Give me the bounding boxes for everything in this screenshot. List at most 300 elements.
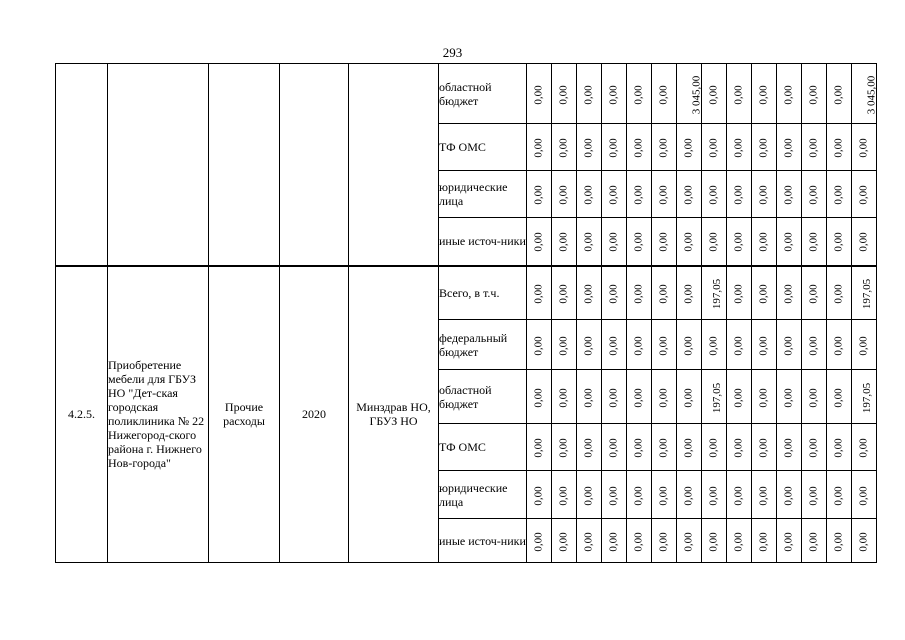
value-cell <box>602 519 627 563</box>
empty-cell <box>56 64 108 266</box>
value-cell <box>577 519 602 563</box>
value-text: 0,00 <box>758 485 770 506</box>
value-text: 0,00 <box>633 84 645 105</box>
value-text: 0,00 <box>633 335 645 356</box>
value-text: 0,00 <box>583 284 595 304</box>
value-cell <box>777 266 802 320</box>
year: 2020 <box>280 266 349 563</box>
funding-source: областной бюджет <box>439 370 527 424</box>
value-text: 0,00 <box>733 284 745 304</box>
value-cell <box>777 424 802 471</box>
value-cell <box>652 320 677 370</box>
value-cell <box>752 64 777 124</box>
value-cell <box>727 519 752 563</box>
value-cell <box>552 64 577 124</box>
value-text: 0,00 <box>558 232 570 252</box>
value-text: 0,00 <box>733 84 745 105</box>
value-cell <box>727 266 752 320</box>
value-cell <box>802 64 827 124</box>
value-cell <box>727 471 752 519</box>
funding-source: иные источ-ники <box>439 519 527 563</box>
value-cell <box>702 471 727 519</box>
value-cell <box>677 64 702 124</box>
value-cell <box>852 424 877 471</box>
value-cell <box>527 171 552 218</box>
value-cell <box>552 320 577 370</box>
value-text: 0,00 <box>658 84 670 105</box>
value-text: 0,00 <box>808 138 820 158</box>
value-text: 0,00 <box>683 138 695 158</box>
value-text: 0,00 <box>583 335 595 356</box>
value-cell <box>852 171 877 218</box>
value-text: 0,00 <box>658 284 670 304</box>
value-text: 0,00 <box>858 485 870 506</box>
value-cell <box>752 171 777 218</box>
value-text: 0,00 <box>533 438 545 458</box>
value-cell <box>527 370 552 424</box>
value-text: 0,00 <box>558 138 570 158</box>
value-cell <box>552 370 577 424</box>
value-text: 0,00 <box>808 438 820 458</box>
value-cell <box>777 218 802 266</box>
value-text: 0,00 <box>608 438 620 458</box>
value-cell <box>627 370 652 424</box>
value-cell <box>627 471 652 519</box>
value-cell <box>777 320 802 370</box>
value-text: 0,00 <box>833 438 845 458</box>
value-cell <box>677 320 702 370</box>
value-text: 0,00 <box>658 531 670 552</box>
value-text: 0,00 <box>533 387 545 408</box>
value-cell <box>527 424 552 471</box>
value-cell <box>852 64 877 124</box>
value-cell <box>527 471 552 519</box>
value-text: 0,00 <box>833 232 845 252</box>
value-text: 0,00 <box>858 438 870 458</box>
item-number: 4.2.5. <box>56 266 108 563</box>
value-text: 0,00 <box>708 485 720 506</box>
value-text: 0,00 <box>658 438 670 458</box>
page-number: 293 <box>442 45 463 60</box>
value-text: 3 045,00 <box>690 75 703 114</box>
value-cell <box>802 320 827 370</box>
value-text: 0,00 <box>758 138 770 158</box>
value-text: 0,00 <box>608 138 620 158</box>
value-cell <box>827 171 852 218</box>
value-cell <box>702 519 727 563</box>
executor: Минздрав НО, ГБУЗ НО <box>349 266 439 563</box>
value-cell <box>702 218 727 266</box>
value-cell <box>527 266 552 320</box>
value-cell <box>802 171 827 218</box>
value-cell <box>677 471 702 519</box>
value-cell <box>827 424 852 471</box>
value-text: 0,00 <box>858 185 870 205</box>
empty-cell <box>108 64 209 266</box>
value-cell <box>552 519 577 563</box>
value-text: 0,00 <box>583 531 595 552</box>
value-text: 0,00 <box>808 335 820 356</box>
value-cell <box>527 124 552 171</box>
value-cell <box>527 64 552 124</box>
value-cell <box>577 218 602 266</box>
value-text: 0,00 <box>583 185 595 205</box>
value-cell <box>727 424 752 471</box>
value-text: 0,00 <box>683 387 695 408</box>
value-cell <box>802 370 827 424</box>
value-text: 0,00 <box>833 284 845 304</box>
value-cell <box>677 124 702 171</box>
value-cell <box>602 471 627 519</box>
value-text: 0,00 <box>708 232 720 252</box>
value-cell <box>802 218 827 266</box>
value-cell <box>752 320 777 370</box>
value-cell <box>827 124 852 171</box>
value-text: 0,00 <box>658 185 670 205</box>
value-cell <box>652 370 677 424</box>
value-cell <box>827 266 852 320</box>
value-text: 0,00 <box>858 335 870 356</box>
value-cell <box>827 519 852 563</box>
value-cell <box>727 320 752 370</box>
value-text: 0,00 <box>783 232 795 252</box>
funding-source: юридические лица <box>439 471 527 519</box>
value-cell <box>727 218 752 266</box>
value-text: 0,00 <box>583 485 595 506</box>
value-text: 0,00 <box>608 485 620 506</box>
value-cell <box>602 171 627 218</box>
value-cell <box>702 124 727 171</box>
value-cell <box>827 64 852 124</box>
value-cell <box>702 171 727 218</box>
value-text: 0,00 <box>633 284 645 304</box>
value-text: 0,00 <box>808 232 820 252</box>
budget-table <box>55 63 877 563</box>
value-text: 0,00 <box>758 185 770 205</box>
value-text: 0,00 <box>833 335 845 356</box>
value-text: 0,00 <box>683 335 695 356</box>
value-cell <box>852 320 877 370</box>
value-cell <box>852 370 877 424</box>
value-text: 0,00 <box>733 485 745 506</box>
funding-source: Всего, в т.ч. <box>439 266 527 320</box>
value-text: 0,00 <box>808 531 820 552</box>
value-text: 0,00 <box>808 84 820 105</box>
value-text: 0,00 <box>808 185 820 205</box>
value-cell <box>702 320 727 370</box>
funding-source: федеральный бюджет <box>439 320 527 370</box>
value-cell <box>802 471 827 519</box>
value-text: 0,00 <box>833 138 845 158</box>
value-cell <box>627 171 652 218</box>
value-text: 0,00 <box>733 232 745 252</box>
value-text: 0,00 <box>758 387 770 408</box>
value-text: 197,05 <box>861 278 874 309</box>
empty-cell <box>209 64 280 266</box>
value-cell <box>602 424 627 471</box>
value-cell <box>652 471 677 519</box>
value-text: 0,00 <box>633 138 645 158</box>
value-cell <box>752 218 777 266</box>
value-text: 0,00 <box>833 84 845 105</box>
value-cell <box>802 424 827 471</box>
value-text: 0,00 <box>733 138 745 158</box>
value-text: 0,00 <box>533 185 545 205</box>
value-text: 0,00 <box>758 232 770 252</box>
value-text: 0,00 <box>783 531 795 552</box>
value-text: 0,00 <box>733 438 745 458</box>
value-cell <box>752 471 777 519</box>
value-cell <box>577 370 602 424</box>
value-text: 0,00 <box>633 232 645 252</box>
value-cell <box>627 218 652 266</box>
value-cell <box>677 266 702 320</box>
value-text: 0,00 <box>833 485 845 506</box>
value-text: 0,00 <box>533 335 545 356</box>
value-cell <box>627 266 652 320</box>
value-cell <box>702 370 727 424</box>
value-text: 0,00 <box>683 185 695 205</box>
value-cell <box>827 320 852 370</box>
value-cell <box>752 266 777 320</box>
value-text: 0,00 <box>758 84 770 105</box>
value-cell <box>627 124 652 171</box>
value-cell <box>827 370 852 424</box>
value-cell <box>552 124 577 171</box>
funding-source: юридические лица <box>439 171 527 218</box>
value-text: 0,00 <box>783 284 795 304</box>
value-text: 0,00 <box>633 185 645 205</box>
value-cell <box>802 519 827 563</box>
value-cell <box>652 218 677 266</box>
value-cell <box>552 471 577 519</box>
value-text: 0,00 <box>858 531 870 552</box>
value-cell <box>752 424 777 471</box>
value-text: 0,00 <box>583 84 595 105</box>
value-cell <box>552 424 577 471</box>
value-text: 0,00 <box>608 531 620 552</box>
value-text: 0,00 <box>708 438 720 458</box>
value-text: 0,00 <box>783 485 795 506</box>
value-cell <box>852 519 877 563</box>
value-text: 0,00 <box>608 387 620 408</box>
value-cell <box>752 370 777 424</box>
value-cell <box>577 171 602 218</box>
funding-source: областной бюджет <box>439 64 527 124</box>
value-text: 0,00 <box>808 284 820 304</box>
value-text: 0,00 <box>858 138 870 158</box>
value-text: 0,00 <box>558 335 570 356</box>
value-cell <box>577 471 602 519</box>
value-text: 0,00 <box>733 531 745 552</box>
value-cell <box>552 266 577 320</box>
value-text: 0,00 <box>833 531 845 552</box>
value-cell <box>852 266 877 320</box>
value-text: 0,00 <box>533 531 545 552</box>
value-cell <box>777 471 802 519</box>
value-text: 197,05 <box>711 278 724 309</box>
value-text: 0,00 <box>633 531 645 552</box>
value-cell <box>602 370 627 424</box>
value-text: 0,00 <box>708 138 720 158</box>
value-text: 0,00 <box>583 387 595 408</box>
value-text: 0,00 <box>658 485 670 506</box>
value-text: 0,00 <box>758 284 770 304</box>
value-text: 197,05 <box>861 382 874 413</box>
table-row <box>56 266 877 320</box>
value-cell <box>627 320 652 370</box>
value-text: 0,00 <box>583 438 595 458</box>
value-text: 0,00 <box>683 284 695 304</box>
value-cell <box>602 124 627 171</box>
empty-cell <box>349 64 439 266</box>
value-cell <box>527 320 552 370</box>
value-text: 0,00 <box>583 138 595 158</box>
value-text: 0,00 <box>633 387 645 408</box>
value-text: 0,00 <box>758 335 770 356</box>
value-cell <box>827 218 852 266</box>
value-text: 0,00 <box>558 531 570 552</box>
value-text: 0,00 <box>758 438 770 458</box>
value-cell <box>527 218 552 266</box>
item-name: Приобретение мебели для ГБУЗ НО "Дет-ская городская поликлиника № 22 Нижегород-ского района г. Нижнего Нов-города" <box>108 266 209 563</box>
value-cell <box>627 64 652 124</box>
value-cell <box>652 124 677 171</box>
value-text: 0,00 <box>833 387 845 408</box>
value-text: 0,00 <box>533 232 545 252</box>
value-text: 3 045,00 <box>865 75 878 114</box>
value-cell <box>677 218 702 266</box>
value-cell <box>677 519 702 563</box>
value-cell <box>652 424 677 471</box>
value-text: 0,00 <box>733 185 745 205</box>
value-cell <box>702 266 727 320</box>
value-cell <box>727 370 752 424</box>
value-text: 0,00 <box>533 138 545 158</box>
table-row <box>56 64 877 124</box>
value-cell <box>577 424 602 471</box>
value-cell <box>777 370 802 424</box>
value-cell <box>827 471 852 519</box>
value-text: 0,00 <box>783 185 795 205</box>
value-text: 0,00 <box>558 185 570 205</box>
value-text: 0,00 <box>833 185 845 205</box>
value-cell <box>727 171 752 218</box>
value-text: 0,00 <box>858 232 870 252</box>
value-text: 0,00 <box>558 284 570 304</box>
value-cell <box>577 266 602 320</box>
value-text: 0,00 <box>708 335 720 356</box>
value-cell <box>552 218 577 266</box>
value-cell <box>627 424 652 471</box>
value-cell <box>802 266 827 320</box>
value-text: 0,00 <box>758 531 770 552</box>
empty-cell <box>280 64 349 266</box>
value-text: 0,00 <box>633 485 645 506</box>
value-text: 0,00 <box>658 387 670 408</box>
value-cell <box>727 64 752 124</box>
value-text: 0,00 <box>608 284 620 304</box>
value-cell <box>552 171 577 218</box>
value-cell <box>852 218 877 266</box>
value-text: 0,00 <box>708 531 720 552</box>
value-text: 0,00 <box>683 232 695 252</box>
value-text: 0,00 <box>808 485 820 506</box>
value-text: 0,00 <box>658 335 670 356</box>
value-text: 0,00 <box>808 387 820 408</box>
value-cell <box>652 171 677 218</box>
value-text: 197,05 <box>711 382 724 413</box>
funding-source: иные источ-ники <box>439 218 527 266</box>
value-cell <box>702 64 727 124</box>
value-text: 0,00 <box>533 84 545 105</box>
value-text: 0,00 <box>708 84 720 105</box>
value-text: 0,00 <box>633 438 645 458</box>
value-text: 0,00 <box>708 185 720 205</box>
value-text: 0,00 <box>608 335 620 356</box>
value-text: 0,00 <box>558 387 570 408</box>
funding-source: ТФ ОМС <box>439 124 527 171</box>
value-cell <box>652 266 677 320</box>
value-cell <box>652 519 677 563</box>
value-text: 0,00 <box>608 84 620 105</box>
value-cell <box>777 519 802 563</box>
funding-source: ТФ ОМС <box>439 424 527 471</box>
value-cell <box>677 424 702 471</box>
value-text: 0,00 <box>683 531 695 552</box>
value-cell <box>802 124 827 171</box>
value-text: 0,00 <box>558 84 570 105</box>
value-text: 0,00 <box>783 335 795 356</box>
value-cell <box>677 171 702 218</box>
value-text: 0,00 <box>583 232 595 252</box>
value-text: 0,00 <box>658 138 670 158</box>
value-cell <box>602 266 627 320</box>
value-text: 0,00 <box>733 387 745 408</box>
value-cell <box>677 370 702 424</box>
value-cell <box>602 64 627 124</box>
value-text: 0,00 <box>608 185 620 205</box>
value-cell <box>777 124 802 171</box>
value-text: 0,00 <box>558 438 570 458</box>
value-text: 0,00 <box>533 284 545 304</box>
value-text: 0,00 <box>783 438 795 458</box>
value-cell <box>577 320 602 370</box>
value-cell <box>527 519 552 563</box>
value-cell <box>602 218 627 266</box>
value-cell <box>852 471 877 519</box>
value-text: 0,00 <box>608 232 620 252</box>
value-text: 0,00 <box>558 485 570 506</box>
value-cell <box>852 124 877 171</box>
value-cell <box>627 519 652 563</box>
value-cell <box>752 519 777 563</box>
value-cell <box>777 64 802 124</box>
expense-type: Прочие расходы <box>209 266 280 563</box>
value-cell <box>577 64 602 124</box>
value-cell <box>577 124 602 171</box>
value-cell <box>777 171 802 218</box>
value-cell <box>652 64 677 124</box>
value-text: 0,00 <box>533 485 545 506</box>
value-text: 0,00 <box>658 232 670 252</box>
value-cell <box>702 424 727 471</box>
value-text: 0,00 <box>783 387 795 408</box>
value-text: 0,00 <box>683 438 695 458</box>
value-cell <box>727 124 752 171</box>
value-cell <box>752 124 777 171</box>
value-cell <box>602 320 627 370</box>
